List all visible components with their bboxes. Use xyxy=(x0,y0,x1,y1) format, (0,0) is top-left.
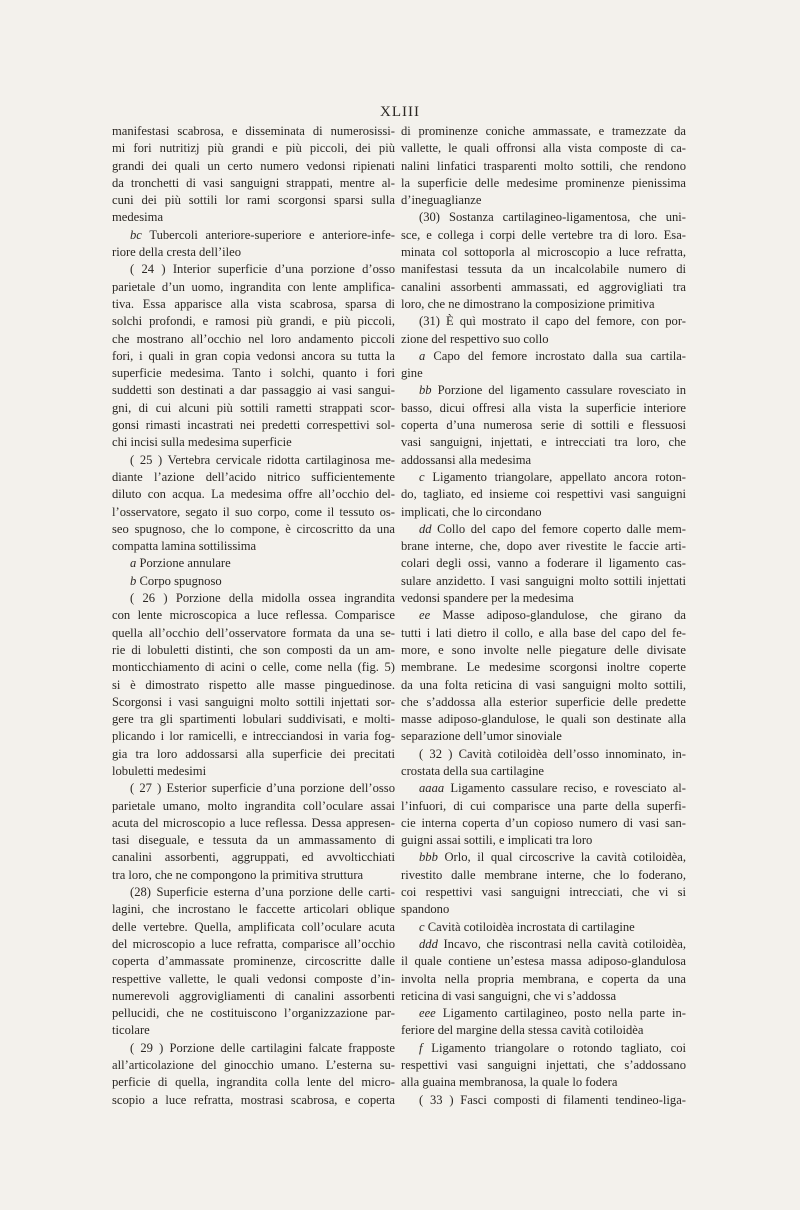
line-text: zione del respettivo suo collo xyxy=(401,331,549,346)
line-text: Scorgonsi i vasi sanguigni molto sottili injettati sor- xyxy=(112,694,395,709)
text-line xyxy=(401,1022,686,1039)
text-line xyxy=(112,244,395,261)
line-text: ticolare xyxy=(112,1023,150,1038)
line-text: tutti i lati dietro il collo, e alla base del capo del fe- xyxy=(401,625,686,640)
line-text: il quale contiene un’estesa massa adiposo-glandulosa xyxy=(401,954,686,969)
line-text: compatta lamina sottilissima xyxy=(112,539,257,554)
text-line xyxy=(401,469,686,486)
line-text: all’articolazione del ginocchio umano. L’esterna su- xyxy=(112,1058,395,1073)
text-line xyxy=(112,192,395,209)
line-text: sulare anzidetto. I vasi sanguigni molto sottili injettati xyxy=(401,573,686,588)
line-text: (28) Superficie esterna d’una porzione delle carti- xyxy=(130,885,395,900)
text-line xyxy=(401,901,686,918)
figure-key-letter: a xyxy=(130,556,137,571)
line-text: medesima xyxy=(112,210,164,225)
line-text: diante l’azione dell’acido nitrico sufficientemente xyxy=(112,469,395,484)
text-line xyxy=(112,728,395,745)
text-line xyxy=(401,123,686,140)
line-text: pellucidi, che ne costituiscono l’organizzazione par- xyxy=(112,1006,395,1021)
text-line xyxy=(112,348,395,365)
line-text: Tubercoli anteriore-superiore e anteriore-infe- xyxy=(141,227,395,242)
figure-key-letter: eee xyxy=(419,1006,436,1021)
text-line xyxy=(401,590,686,607)
figure-key-letter: c xyxy=(419,919,425,934)
text-line xyxy=(112,140,395,157)
text-line xyxy=(401,244,686,261)
text-line xyxy=(401,452,686,469)
line-text: si è dimostrato rispetto alle masse pinguedinose. xyxy=(112,677,395,692)
figure-key-letter: aaaa xyxy=(419,781,445,796)
line-text: ( 26 ) Porzione della midolla ossea ingrandita xyxy=(130,591,395,606)
line-text: respettive vallette, le quali vedonsi composte d’in- xyxy=(112,971,395,986)
line-text: involta nella propria membrana, e coperta da una xyxy=(401,971,686,986)
line-text: Ligamento cartilagineo, posto nella parte in- xyxy=(435,1006,686,1021)
text-line xyxy=(401,919,686,936)
figure-key-letter: ee xyxy=(419,608,431,623)
text-line xyxy=(112,849,395,866)
line-text: vedonsi spandere per la medesima xyxy=(401,591,574,606)
line-text: delle vertebre. Quella, amplificata coll’oculare acuta xyxy=(112,919,395,934)
line-text: implicati, che lo circondano xyxy=(401,504,542,519)
text-line xyxy=(401,521,686,538)
line-text: ( 25 ) Vertebra cervicale ridotta cartilaginosa me- xyxy=(130,452,395,467)
text-line xyxy=(112,1057,395,1074)
text-line xyxy=(401,728,686,745)
text-line xyxy=(112,763,395,780)
text-line xyxy=(401,538,686,555)
text-line xyxy=(112,867,395,884)
text-line xyxy=(112,158,395,175)
text-line xyxy=(112,988,395,1005)
line-text: (30) Sostanza cartilagineo-ligamentosa, che uni- xyxy=(419,210,686,225)
figure-key-letter: bbb xyxy=(419,850,438,865)
text-line xyxy=(401,1005,686,1022)
text-line xyxy=(401,849,686,866)
text-line xyxy=(401,763,686,780)
line-text: parietale umano, molto ingrandita coll’oculare assai xyxy=(112,798,395,813)
text-line xyxy=(401,625,686,642)
line-text: che s’addossa alla esterior superficie delle predette xyxy=(401,694,686,709)
line-text: (31) È quì mostrato il capo del femore, con por- xyxy=(419,314,686,329)
line-text: ( 32 ) Cavità cotiloidèa dell’osso innominato, in- xyxy=(419,746,686,761)
line-text: sce, e collega i corpi delle vertebre tra di loro. Esa- xyxy=(401,227,686,242)
text-line xyxy=(112,953,395,970)
text-line xyxy=(401,261,686,278)
line-text: scopio a luce refratta, mostrasi scabrosa, e coperta xyxy=(112,1092,395,1107)
text-line xyxy=(401,1092,686,1109)
line-text: manifestasi tessuta da un incalcolabile numero di xyxy=(401,262,686,277)
text-line xyxy=(112,279,395,296)
line-text: ( 27 ) Esterior superficie d’una porzione dell’osso xyxy=(130,781,395,796)
line-text: loro, che ne dimostrano la composizione primitiva xyxy=(401,296,655,311)
text-line xyxy=(401,694,686,711)
text-line xyxy=(401,209,686,226)
line-text: crostata della sua cartilagine xyxy=(401,763,545,778)
line-text: more, e sono involte nelle piegature delle divisate xyxy=(401,642,686,657)
text-line xyxy=(112,365,395,382)
text-line xyxy=(112,573,395,590)
line-text: la superficie delle medesime prominenze pienissima xyxy=(401,175,686,190)
line-text: lobuletti medesimi xyxy=(112,763,207,778)
text-line xyxy=(112,417,395,434)
text-line xyxy=(401,175,686,192)
figure-key-letter: bb xyxy=(419,383,432,398)
text-line xyxy=(112,209,395,226)
line-text: lagini, che incrostano le faccette articolari oblique xyxy=(112,902,395,917)
line-text: che mostrano all’occhio nel loro andamento piccoli xyxy=(112,331,395,346)
text-line xyxy=(401,884,686,901)
line-text: cuni dei più sottili lor rami scorgonsi sparsi sulla xyxy=(112,193,395,208)
line-text: Incavo, che riscontrasi nella cavità cotiloidèa, xyxy=(437,936,686,951)
text-line xyxy=(112,123,395,140)
line-text: gonsi rimasti incastrati nei predetti correspettivi sol- xyxy=(112,418,395,433)
text-line xyxy=(112,832,395,849)
line-text: gine xyxy=(401,366,423,381)
line-text: alla guaina membranosa, la quale lo fodera xyxy=(401,1075,618,1090)
text-line xyxy=(112,642,395,659)
text-line xyxy=(401,953,686,970)
text-line xyxy=(112,1005,395,1022)
line-text: ( 24 ) Interior superficie d’una porzione d’osso xyxy=(130,262,395,277)
text-line xyxy=(401,365,686,382)
text-line xyxy=(112,780,395,797)
text-line xyxy=(112,590,395,607)
line-text: chi incisi sulla medesima superficie xyxy=(112,435,292,450)
line-text: riore della cresta dell’ileo xyxy=(112,245,242,260)
left-column xyxy=(112,123,395,1109)
line-text: da una folta reticina di vasi sanguigni molto sottili, xyxy=(401,677,686,692)
text-line xyxy=(112,382,395,399)
line-text: brane interne, che, dopo aver rivestite le faccie arti- xyxy=(401,539,686,554)
text-line xyxy=(401,1074,686,1091)
text-line xyxy=(401,815,686,832)
line-text: solchi profondi, e ramosi più grandi, e più piccoli, xyxy=(112,314,395,329)
text-line xyxy=(112,469,395,486)
line-text: do, tagliato, ed insieme coi respettivi vasi sanguigni xyxy=(401,487,686,502)
text-line xyxy=(401,832,686,849)
line-text: tiva. Essa apparisce alla vista scabrosa, sparsa di xyxy=(112,296,395,311)
text-line xyxy=(112,486,395,503)
text-line xyxy=(401,1057,686,1074)
text-line xyxy=(401,573,686,590)
line-text: coperta d’ammassate prominenze, circoscritte dalle xyxy=(112,954,395,969)
line-text: canalini assorbenti, aggruppati, ed avvolticchiati xyxy=(112,850,395,865)
line-text: parietale d’un uomo, ingrandita con lente amplifica- xyxy=(112,279,395,294)
line-text: Cavità cotiloidèa incrostata di cartilagine xyxy=(424,919,635,934)
line-text: cie interna coperta d’un copioso numero di vasi san- xyxy=(401,815,686,830)
line-text: Ligamento triangolare, appellato ancora roton- xyxy=(424,469,686,484)
right-column xyxy=(401,123,686,1109)
text-line xyxy=(112,884,395,901)
text-line xyxy=(112,1022,395,1039)
line-text: Masse adiposo-glandulose, che girano da xyxy=(430,608,686,623)
text-line xyxy=(112,296,395,313)
text-line xyxy=(112,659,395,676)
text-line xyxy=(401,348,686,365)
text-line xyxy=(112,227,395,244)
text-line xyxy=(112,434,395,451)
text-line xyxy=(112,521,395,538)
line-text: l’infuori, di cui comparisce una parte della superfi- xyxy=(401,798,686,813)
line-text: Ligamento cassulare reciso, e rovesciato al- xyxy=(444,781,686,796)
figure-key-letter: bc xyxy=(130,227,142,242)
text-line xyxy=(112,1074,395,1091)
text-line xyxy=(112,971,395,988)
line-text: monticchiamento di acini o celle, come nella (fig. 5) xyxy=(112,660,395,675)
line-text: l’osservatore, segato il suo corpo, come il tessuto os- xyxy=(112,504,395,519)
line-text: respettivi vasi sanguigni injettati, che s’addossano xyxy=(401,1058,686,1073)
line-text: ( 29 ) Porzione delle cartilagini falcate frapposte xyxy=(130,1040,395,1055)
line-text: membrane. Le medesime scorgonsi inoltre coperte xyxy=(401,660,686,675)
text-line xyxy=(401,780,686,797)
line-text: fori, i quali in gran copia vedonsi ancora su tutta la xyxy=(112,348,395,363)
text-line xyxy=(401,936,686,953)
text-line xyxy=(401,988,686,1005)
text-line xyxy=(112,1040,395,1057)
line-text: rivestito dalle membrane interne, che lo foderano, xyxy=(401,867,686,882)
text-line xyxy=(401,434,686,451)
line-text: numerevoli aggrovigliamenti di canalini assorbenti xyxy=(112,988,395,1003)
text-line xyxy=(112,607,395,624)
text-line xyxy=(112,677,395,694)
text-line xyxy=(112,1092,395,1109)
line-text: ( 33 ) Fasci composti di filamenti tendineo-liga- xyxy=(419,1092,686,1107)
line-text: rie di lobuletti distinti, che son composti da un am- xyxy=(112,642,395,657)
text-line xyxy=(112,798,395,815)
text-line xyxy=(112,919,395,936)
line-text: masse adiposo-glandulose, le quali son destinate alla xyxy=(401,712,686,727)
line-text: Orlo, il qual circoscrive la cavità cotiloidèa, xyxy=(437,850,686,865)
text-line xyxy=(401,607,686,624)
page-number: XLIII xyxy=(380,104,420,120)
text-line xyxy=(401,279,686,296)
line-text: diluto con acqua. La medesima offre all’occhio del- xyxy=(112,487,395,502)
line-text: Ligamento triangolare o rotondo tagliato, coi xyxy=(422,1040,686,1055)
text-line xyxy=(112,175,395,192)
line-text: del microscopio a luce refratta, comparisce all’occhio xyxy=(112,936,395,951)
line-text: feriore del margine della stessa cavità cotiloidèa xyxy=(401,1023,644,1038)
text-line xyxy=(112,746,395,763)
line-text: di prominenze coniche ammassate, e tramezzate da xyxy=(401,124,686,138)
line-text: tra loro, che ne compongono la primitiva struttura xyxy=(112,867,364,882)
line-text: Porzione annulare xyxy=(136,556,231,571)
line-text: seo spugnoso, che lo compone, è circoscritto da una xyxy=(112,521,395,536)
text-line xyxy=(401,192,686,209)
line-text: nalini linfatici trasparenti molto sottili, che rendono xyxy=(401,158,686,173)
text-line xyxy=(401,555,686,572)
line-text: canalini assorbenti ammassati, ed aggrovigliati tra xyxy=(401,279,686,294)
text-line xyxy=(401,382,686,399)
text-line xyxy=(401,504,686,521)
line-text: coperta d’una numerosa serie di sottili e flessuosi xyxy=(401,418,686,433)
figure-key-letter: ddd xyxy=(419,936,438,951)
text-line xyxy=(401,642,686,659)
figure-key-letter: c xyxy=(419,469,425,484)
line-text: tasi diseguale, e tessuta da un ammassamento di xyxy=(112,833,395,848)
line-text: d’ineguaglianze xyxy=(401,193,482,208)
text-line xyxy=(401,296,686,313)
text-line xyxy=(401,331,686,348)
text-line xyxy=(112,331,395,348)
text-line xyxy=(112,901,395,918)
text-line xyxy=(112,625,395,642)
line-text: Collo del capo del femore coperto dalle mem- xyxy=(431,521,686,536)
text-line xyxy=(112,504,395,521)
line-text: vasi sanguigni, injettati, e intrecciati tra loro, che xyxy=(401,435,686,450)
text-line xyxy=(401,746,686,763)
text-line xyxy=(112,400,395,417)
line-text: perficie di quella, ingrandita colla lente del micro- xyxy=(112,1075,395,1090)
line-text: superficie medesima. Tanto i solchi, quanto i fori xyxy=(112,366,395,381)
line-text: Capo del femore incrostato dalla sua cartila- xyxy=(425,348,686,363)
line-text: addossansi alla medesima xyxy=(401,452,532,467)
line-text: Corpo spugnoso xyxy=(136,573,222,588)
text-line xyxy=(401,313,686,330)
line-text: reticina di vasi sanguigni, che vi s’addossa xyxy=(401,988,617,1003)
text-line xyxy=(401,711,686,728)
text-line xyxy=(401,659,686,676)
figure-key-letter: f xyxy=(419,1040,423,1055)
line-text: colari degli ossi, vanno a foderare il ligamento cas- xyxy=(401,556,686,571)
text-line xyxy=(112,538,395,555)
line-text: gni, di cui alcuni più sottili rametti strappati scor- xyxy=(112,400,395,415)
text-line xyxy=(401,798,686,815)
text-line xyxy=(401,677,686,694)
text-line xyxy=(401,140,686,157)
line-text: spandono xyxy=(401,902,450,917)
text-line xyxy=(401,971,686,988)
line-text: gere tra gli spartimenti lobulari suddivisati, e molti- xyxy=(112,712,395,727)
figure-key-letter: a xyxy=(419,348,426,363)
text-line xyxy=(401,417,686,434)
line-text: manifestasi scabrosa, e disseminata di numerosissi- xyxy=(112,124,395,138)
line-text: gia tra loro addossarsi alla superficie dei precitati xyxy=(112,746,395,761)
line-text: mi fori nutritizj più grandi e più piccoli, dei più xyxy=(112,141,395,156)
text-line xyxy=(112,313,395,330)
text-line xyxy=(112,694,395,711)
line-text: guigni assai sottili, e implicati tra loro xyxy=(401,833,593,848)
text-line xyxy=(401,400,686,417)
text-line xyxy=(401,158,686,175)
line-text: quella all’occhio dell’osservatore formata da una se- xyxy=(112,625,395,640)
line-text: acuta del microscopio a luce reflessa. Dessa appresen- xyxy=(112,815,395,830)
line-text: minata col sottoporla al microscopio a luce refratta, xyxy=(401,245,686,260)
text-line xyxy=(112,452,395,469)
text-line xyxy=(401,227,686,244)
figure-key-letter: dd xyxy=(419,521,432,536)
line-text: coi respettivi vasi sanguigni intrecciati, che vi si xyxy=(401,885,686,900)
text-line xyxy=(112,815,395,832)
line-text: suddetti son destinati a dar passaggio ai vasi sangui- xyxy=(112,383,395,398)
text-line xyxy=(401,486,686,503)
line-text: basso, dicui offresi alla vista la superficie interiore xyxy=(401,400,686,415)
line-text: con lente microscopica a luce reflessa. Comparisce xyxy=(112,608,395,623)
text-line xyxy=(112,261,395,278)
text-line xyxy=(401,867,686,884)
line-text: Porzione del ligamento cassulare rovesciato in xyxy=(431,383,686,398)
line-text: separazione dell’umor sinoviale xyxy=(401,729,562,744)
line-text: plicando i lor ramicelli, e intrecciandosi in varia fog- xyxy=(112,729,395,744)
text-line xyxy=(112,711,395,728)
text-line xyxy=(112,936,395,953)
text-line xyxy=(401,1040,686,1057)
figure-key-letter: b xyxy=(130,573,137,588)
text-line xyxy=(112,555,395,572)
line-text: da tronchetti di vasi sanguigni strappati, mentre al- xyxy=(112,175,395,190)
line-text: grandi dei quali un certo numero vedonsi ripienati xyxy=(112,158,395,173)
line-text: vallette, le quali offronsi alla vista composte di ca- xyxy=(401,141,686,156)
